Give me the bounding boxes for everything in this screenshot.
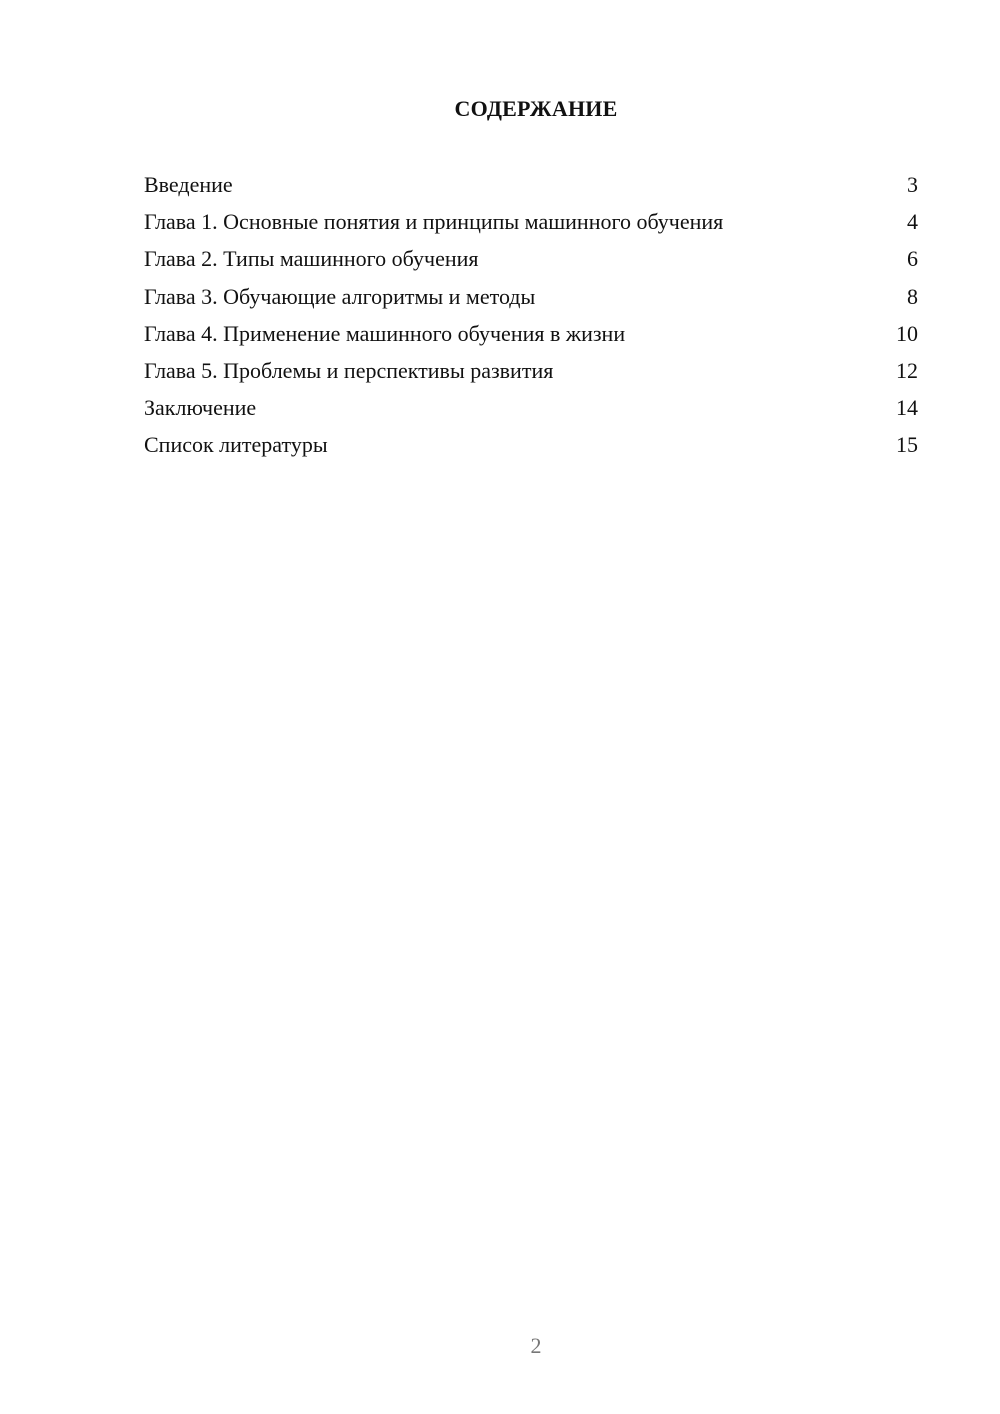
toc-item-page: 3 (907, 172, 918, 197)
toc-item-label: Глава 1. Основные понятия и принципы машинного обучения (144, 209, 724, 235)
toc-item-label: Глава 4. Применение машинного обучения в жизни (144, 320, 626, 346)
table-of-contents (144, 168, 918, 466)
toc-item-chapter-5[interactable] (144, 354, 918, 391)
toc-item-label: Введение (144, 172, 233, 197)
toc-item-page: 14 (896, 395, 918, 421)
toc-item-label: Заключение (144, 395, 257, 421)
toc-item-chapter-4[interactable] (144, 317, 918, 354)
page-number: 2 (530, 1333, 542, 1358)
toc-item-label: Глава 2. Типы машинного обучения (144, 246, 479, 272)
toc-title: СОДЕРЖАНИЕ (454, 96, 618, 121)
toc-item-page: 12 (896, 357, 918, 383)
toc-item-introduction[interactable] (144, 168, 918, 205)
toc-item-label: Список литературы (144, 432, 328, 458)
toc-item-page: 15 (896, 432, 918, 458)
toc-item-page: 6 (907, 246, 918, 272)
toc-item-label: Глава 5. Проблемы и перспективы развития (144, 357, 554, 383)
toc-item-label: Глава 3. Обучающие алгоритмы и методы (144, 283, 536, 309)
toc-item-page: 10 (896, 320, 918, 346)
toc-item-conclusion[interactable] (144, 391, 918, 428)
toc-item-page: 8 (907, 283, 918, 309)
toc-item-chapter-2[interactable] (144, 242, 918, 279)
toc-item-chapter-3[interactable] (144, 280, 918, 317)
toc-item-chapter-1[interactable] (144, 205, 918, 242)
toc-item-page: 4 (907, 209, 918, 235)
toc-item-references[interactable] (144, 428, 918, 465)
